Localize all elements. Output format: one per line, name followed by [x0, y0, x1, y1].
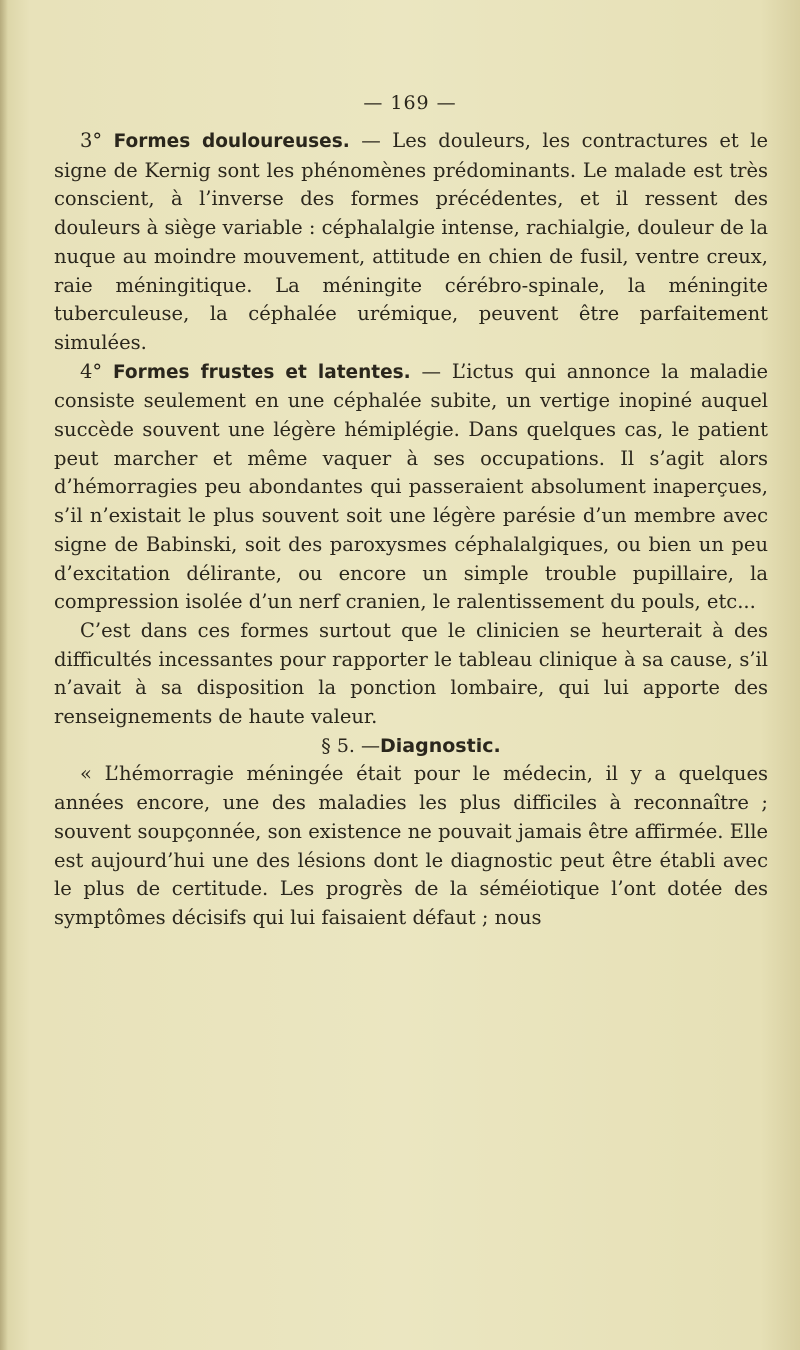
paragraph-diagnostic-quote: « L’hémorragie méningée était pour le médecin, il y a quelques années encore, une des maladies les plus difficiles à reconnaître ; souvent soupçonnée, son existence ne pouvait jamais être affirmée. Elle est aujourd’hui une des lésions dont le diagnostic peut être établi avec le plus de certitude. Les progrès de la séméiotique l’ont dotée des symptômes décisifs qui lui faisaient défaut ; nous — [54, 762, 768, 929]
page-binding-shadow — [0, 0, 8, 1350]
body-text — [54, 127, 768, 933]
paragraph-text: — Les douleurs, les contractures et le signe de Kernig sont les phénomènes prédominants. Le malade est très conscient, à l’inverse des formes précédentes, et il ressent des douleurs à siège variable : céphalalgie intense, rachialgie, douleur de la nuque au moindre mouvement, attitude en chien de fusil, ventre creux, raie méningitique. La méningite cérébro-spinale, la méningite tuberculeuse, la céphalée urémique, peuvent être parfaitement simulées. — [54, 129, 769, 354]
paragraph-text: — L’ictus qui annonce la maladie consiste seulement en une céphalée subite, un vertige inopiné auquel succède souvent une légère hémiplégie. Dans quelques cas, le patient peut marcher et même vaquer à ses occupations. Il s’agit alors d’hémorragies peu abondantes qui passeraient absolument inaperçues, s’il n’existait le plus souvent soit une légère parésie d’un membre avec signe de Babinski, soit des paroxysmes céphalalgiques, ou bien un peu d’excitation délirante, ou encore un simple trouble pupillaire, la compression isolée d’un nerf cranien, le ralentissement du pouls, etc... — [54, 359, 769, 614]
paragraph-formes-frustes — [54, 358, 768, 617]
page-number: — 169 — — [363, 92, 457, 114]
paragraph-clinicien: C’est dans ces formes surtout que le clinicien se heurterait à des difficultés incessantes pour rapporter le tableau clinique à sa cause, s’il n’avait à sa disposition la ponction lombaire, qui lui apporte des renseignements de haute valeur. — [54, 618, 768, 729]
section-title — [54, 732, 768, 761]
paragraph-formes-douloureuses — [54, 127, 768, 358]
section-prefix: § 5. — — [321, 734, 381, 757]
section-heading: Diagnostic. — [380, 734, 501, 757]
heading-formes-frustes: Formes frustes et latentes. — [113, 361, 411, 383]
item-number: 4° — [80, 359, 103, 383]
item-number: 3° — [80, 129, 103, 152]
heading-formes-douloureuses: Formes douloureuses. — [113, 131, 350, 152]
